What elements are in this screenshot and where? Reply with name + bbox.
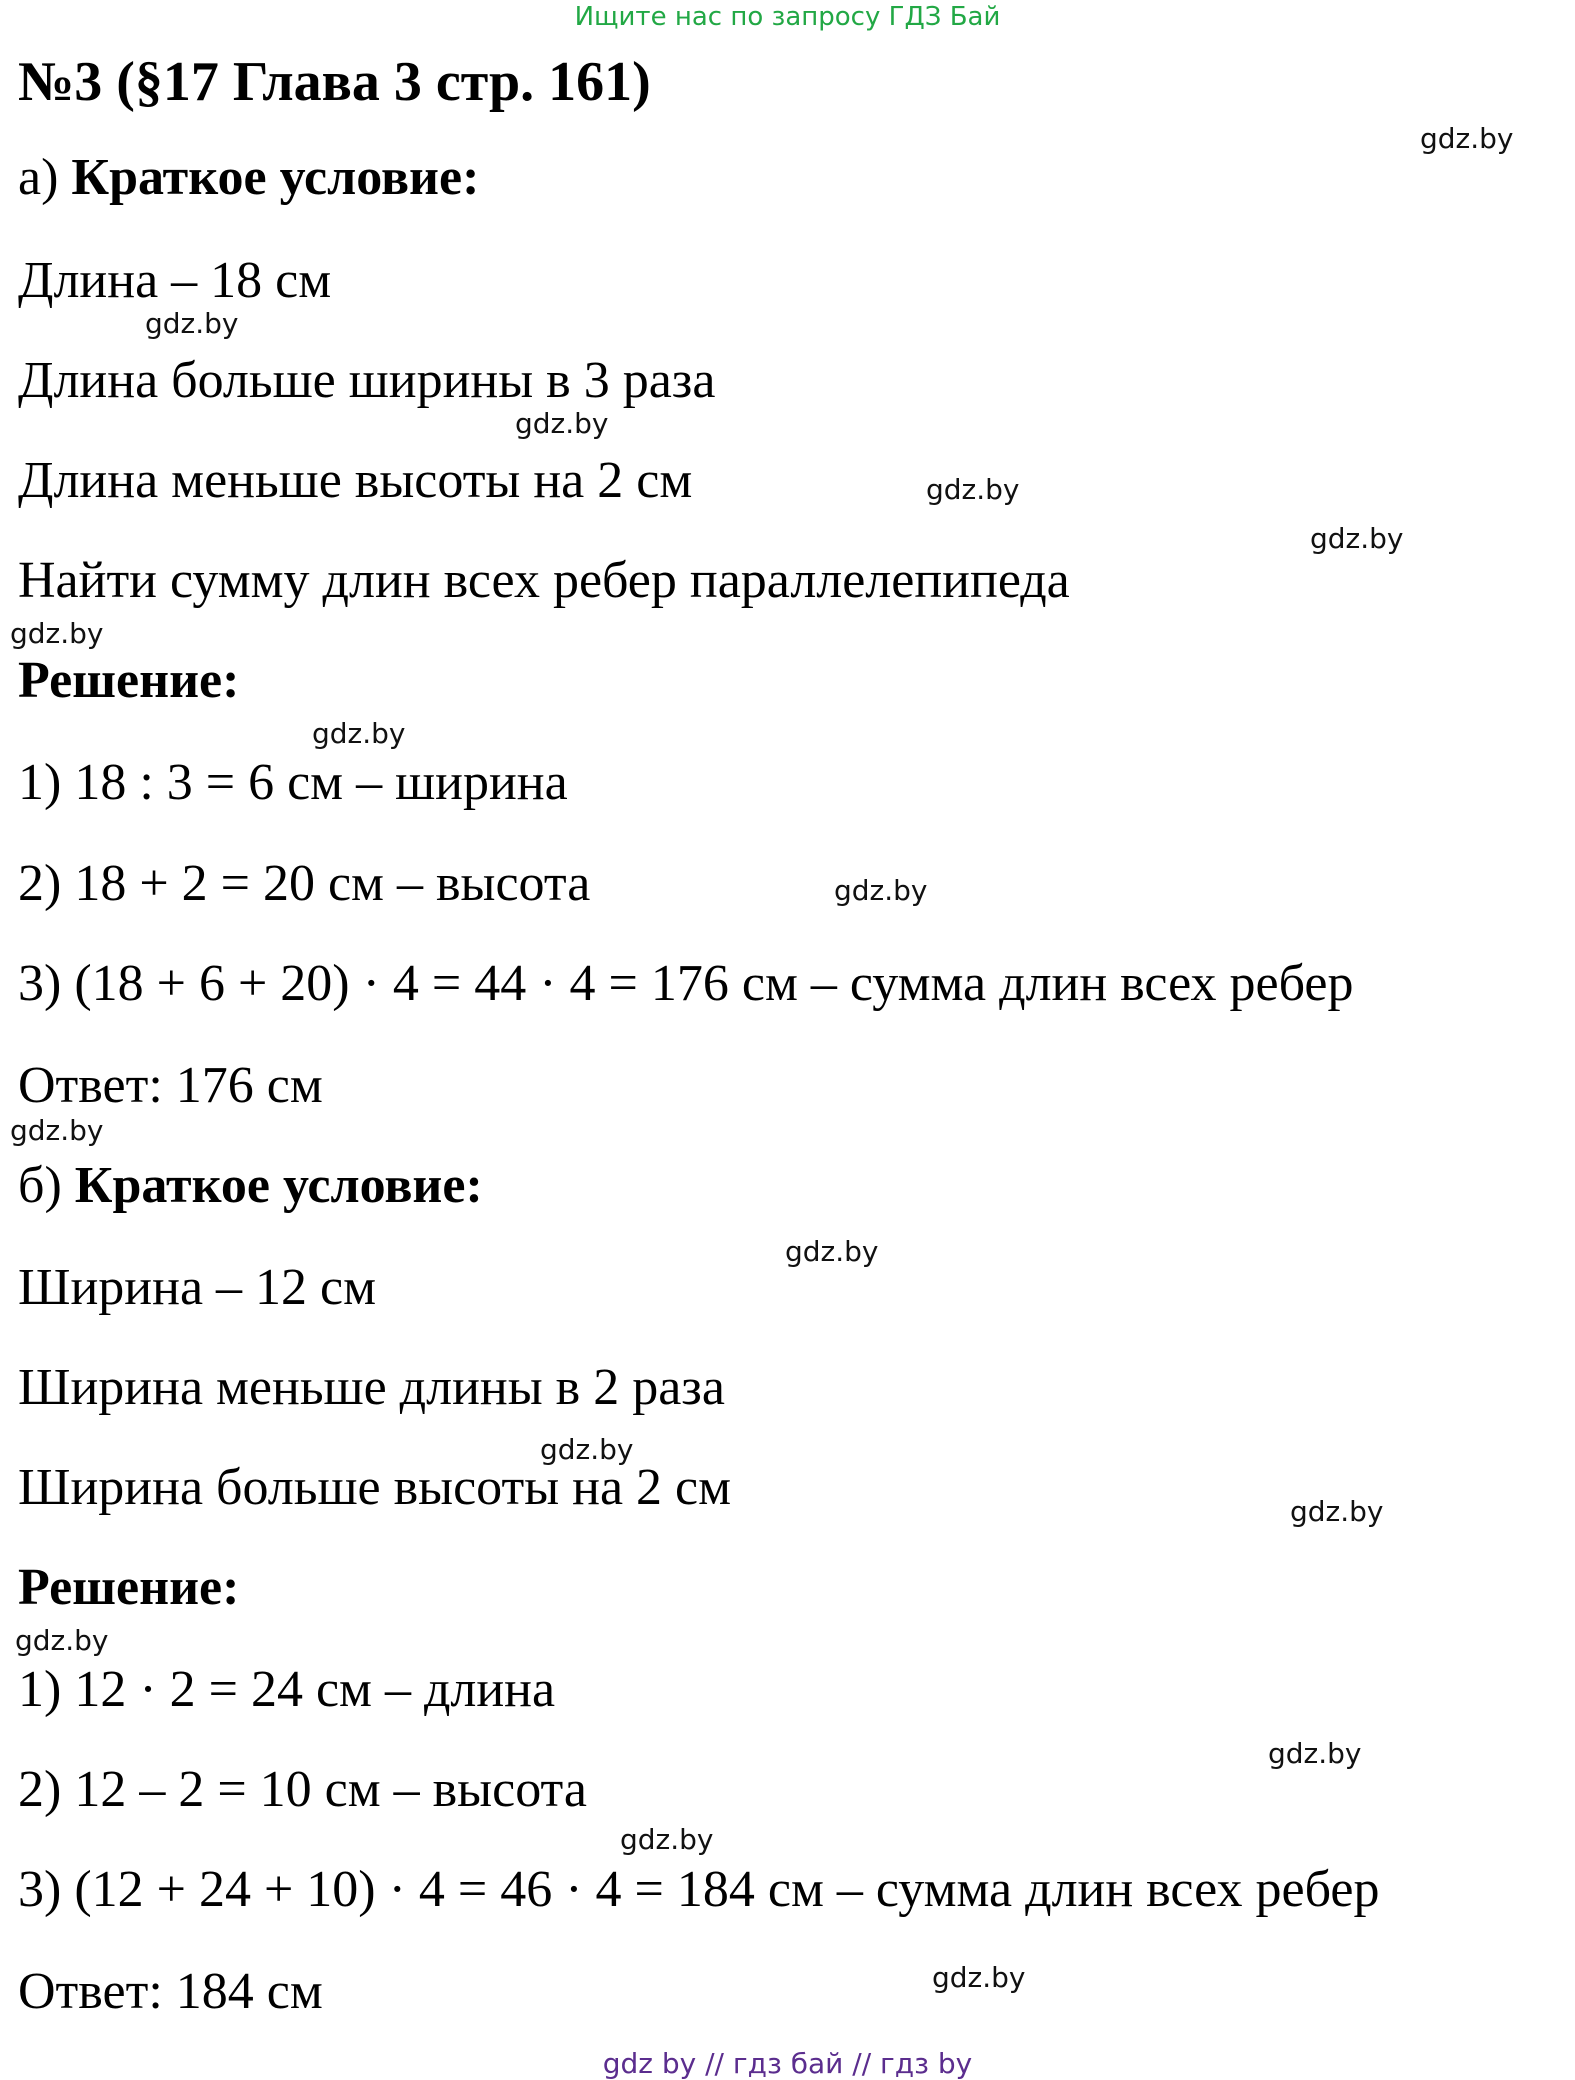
part-b-step-1: 1) 12 · 2 = 24 см – длина [18,1661,556,1718]
watermark: gdz.by [10,617,104,650]
watermark: gdz.by [620,1823,714,1856]
part-a-step-1: 1) 18 : 3 = 6 см – ширина [18,754,568,811]
watermark: gdz.by [540,1433,634,1466]
watermark: gdz.by [145,307,239,340]
part-a-solution-heading: Решение: [18,652,240,709]
part-b-step-3: 3) (12 + 24 + 10) · 4 = 46 · 4 = 184 см – сумма длин всех ребер [18,1861,1380,1918]
part-a-condition-4: Найти сумму длин всех ребер параллелепипеда [18,552,1070,609]
part-b-solution-heading: Решение: [18,1559,240,1616]
watermark: gdz.by [834,874,928,907]
part-a-prefix: а) [18,149,59,206]
watermark: gdz.by [926,473,1020,506]
part-a-step-2: 2) 18 + 2 = 20 см – высота [18,855,591,912]
part-b-title: Краткое условие: [74,1157,483,1214]
watermark: gdz.by [785,1235,879,1268]
part-b-answer: Ответ: 184 см [18,1963,323,2020]
part-b-step-2: 2) 12 – 2 = 10 см – высота [18,1761,587,1818]
part-b-condition-3: Ширина больше высоты на 2 см [18,1459,732,1516]
part-a-title: Краткое условие: [71,149,480,206]
part-a-condition-2: Длина больше ширины в 3 раза [18,352,716,409]
watermark: gdz.by [515,407,609,440]
part-b-condition-1: Ширина – 12 см [18,1259,377,1316]
part-a-condition-1: Длина – 18 см [18,252,332,309]
watermark: gdz.by [1268,1737,1362,1770]
part-b-prefix: б) [18,1157,62,1214]
part-a-step-3: 3) (18 + 6 + 20) · 4 = 44 · 4 = 176 см – сумма длин всех ребер [18,955,1354,1012]
footer-links: gdz by // гдз бай // гдз by [602,2047,973,2080]
watermark: gdz.by [932,1961,1026,1994]
watermark: gdz.by [15,1624,109,1657]
watermark: gdz.by [1310,522,1404,555]
watermark: gdz.by [1290,1495,1384,1528]
part-b-heading [18,1157,483,1214]
part-b-condition-2: Ширина меньше длины в 2 раза [18,1359,725,1416]
top-banner: Ищите нас по запросу ГДЗ Бай [574,2,1001,32]
part-a-heading [18,149,480,206]
watermark: gdz.by [1420,122,1514,155]
watermark: gdz.by [10,1114,104,1147]
page-title: №3 (§17 Глава 3 стр. 161) [18,51,651,113]
part-a-condition-3: Длина меньше высоты на 2 см [18,452,693,509]
part-a-answer: Ответ: 176 см [18,1057,323,1114]
watermark: gdz.by [312,717,406,750]
